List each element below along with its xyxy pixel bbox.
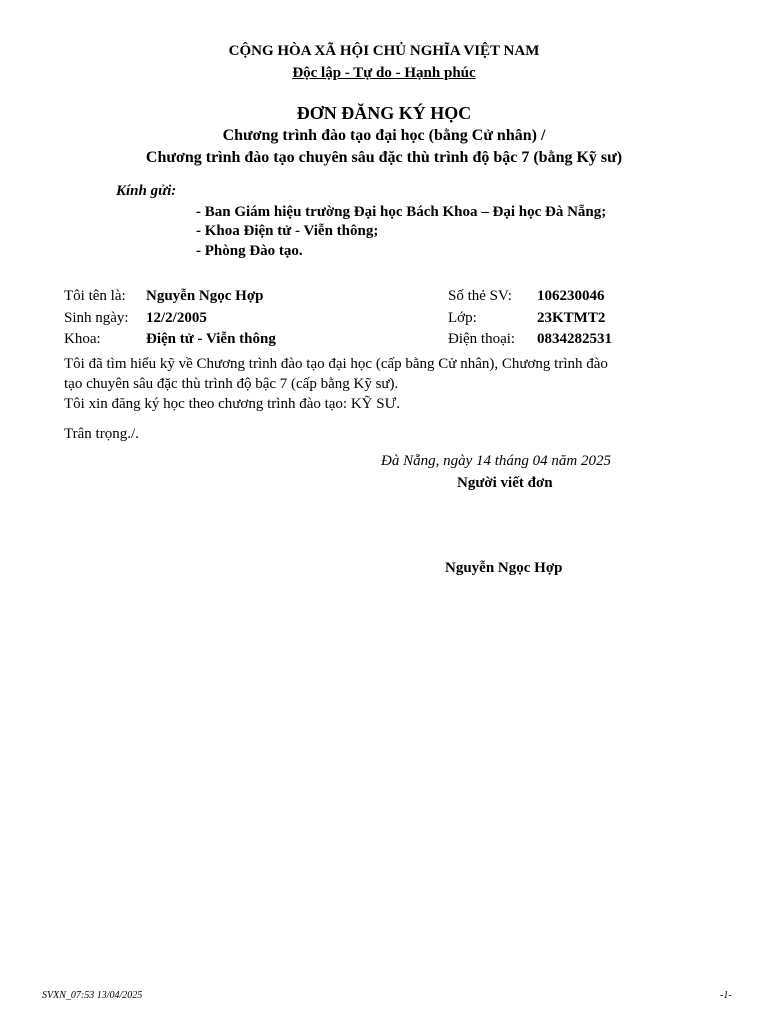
nation-heading: CỘNG HÒA XÃ HỘI CHỦ NGHĨA VIỆT NAM	[228, 43, 540, 59]
closing-text: Trân trọng./.	[64, 426, 139, 442]
motto: Độc lập - Tự do - Hạnh phúc	[292, 65, 476, 81]
body-line-3: Tôi xin đăng ký học theo chương trình đào tạo: KỸ SƯ.	[64, 396, 400, 412]
signer-name: Nguyễn Ngọc Hợp	[445, 560, 563, 576]
faculty-value: Điện tử - Viễn thông	[146, 331, 276, 347]
faculty-label: Khoa:	[64, 331, 101, 347]
recipient-item: - Khoa Điện tử - Viễn thông;	[196, 223, 379, 239]
body-line-2: tạo chuyên sâu đặc thù trình độ bậc 7 (cấp bằng Kỹ sư).	[64, 376, 399, 392]
name-value: Nguyễn Ngọc Hợp	[146, 288, 264, 304]
document-subtitle-2: Chương trình đào tạo chuyên sâu đặc thù trình độ bậc 7 (bằng Kỹ sư)	[145, 149, 623, 166]
class-label: Lớp:	[448, 310, 477, 326]
document-title: ĐƠN ĐĂNG KÝ HỌC	[296, 103, 472, 123]
body-line-1: Tôi đã tìm hiểu kỹ về Chương trình đào tạo đại học (cấp bằng Cử nhân), Chương trình đào	[64, 356, 608, 372]
name-label: Tôi tên là:	[64, 288, 126, 304]
recipients-label: Kính gửi:	[116, 183, 177, 199]
recipient-item: - Phòng Đào tạo.	[196, 243, 303, 259]
student-id-value: 106230046	[537, 288, 605, 304]
dob-value: 12/2/2005	[146, 310, 207, 326]
document-subtitle-1: Chương trình đào tạo đại học (bằng Cử nhân) /	[222, 127, 546, 144]
class-value: 23KTMT2	[537, 310, 606, 326]
student-id-label: Số thẻ SV:	[448, 288, 512, 304]
page-number: -1-	[720, 990, 732, 1001]
recipient-item: - Ban Giám hiệu trường Đại học Bách Khoa – Đại học Đà Nẵng;	[196, 204, 607, 220]
footer-code: SVXN_07:53 13/04/2025	[42, 990, 143, 1001]
motto-wrapper	[0, 65, 768, 82]
phone-label: Điện thoại:	[448, 331, 516, 347]
place-date: Đà Nẵng, ngày 14 tháng 04 năm 2025	[381, 453, 611, 469]
signer-role: Người viết đơn	[457, 475, 553, 491]
phone-value: 0834282531	[537, 331, 612, 347]
dob-label: Sinh ngày:	[64, 310, 129, 326]
